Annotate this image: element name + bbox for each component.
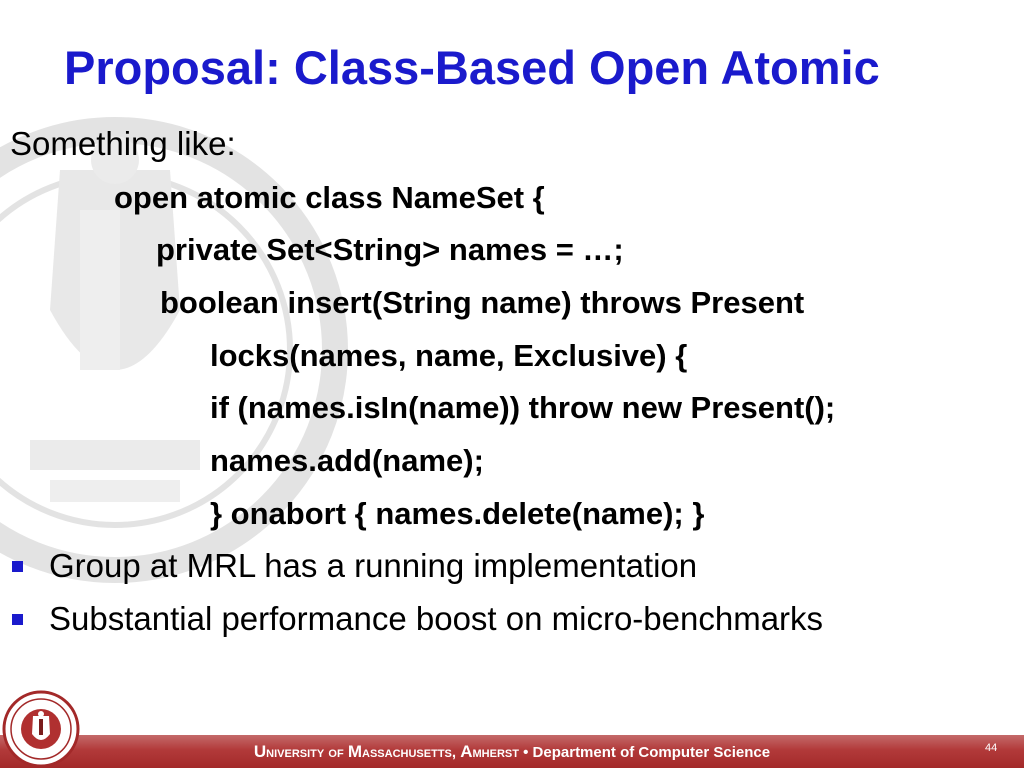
code-line: open atomic class NameSet { [114,180,545,215]
bullet-item [12,545,697,587]
code-line: if (names.isIn(name)) throw new Present(); [210,390,836,425]
bullet-text: Substantial performance boost on micro-benchmarks [49,600,824,637]
code-line: private Set<String> names = …; [156,232,624,267]
bullet-item [12,598,823,640]
page-number: 44 [985,742,998,754]
slide-title: Proposal: Class-Based Open Atomic [64,41,880,94]
intro-text: Something like: [10,125,236,162]
code-line: locks(names, name, Exclusive) { [210,338,688,373]
bullet-text: Group at MRL has a running implementation [49,547,698,584]
footer-text: University of Massachusetts, Amherst • Department of Computer Science [253,742,771,761]
code-line: } onabort { names.delete(name); } [210,496,705,531]
code-line: boolean insert(String name) throws Present [160,285,805,320]
code-line: names.add(name); [210,443,484,478]
square-bullet-icon [12,614,23,625]
department-name: Department of Computer Science [532,744,771,761]
square-bullet-icon [12,561,23,572]
